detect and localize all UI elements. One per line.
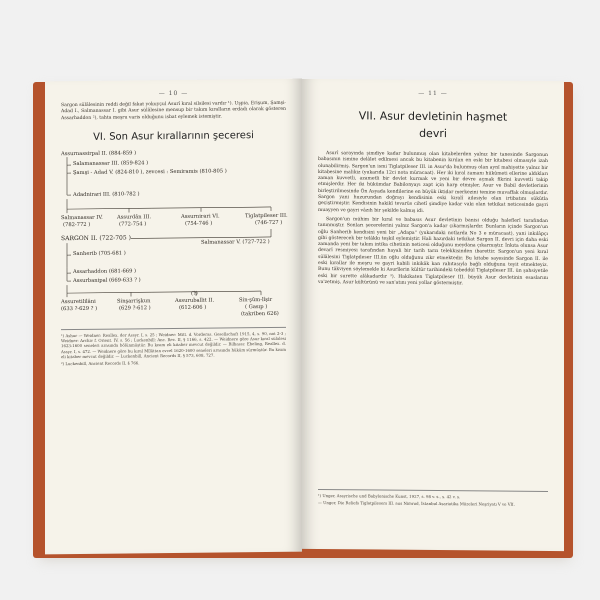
node-sin-sum-lisir-title: ( Gasıp ) xyxy=(245,303,268,311)
right-footnote-1: ¹) Unger, Assyrische und Babylonische Kunst, 1927, s. 98 v. s., s. 42 v. s. xyxy=(318,492,461,500)
node-sinsarriskun-dates: (629 ?-612 ) xyxy=(119,305,151,312)
node-sinsarriskun: Sinşarrişkun xyxy=(117,298,151,305)
node-salmanassar-4-dates: (782-772 ) xyxy=(63,221,91,229)
node-salmanassar-3: Salamanassar III. (859-824 ) xyxy=(73,160,149,167)
left-footnote-2: ²) Luckenbill, Ancient Records II, § 766. xyxy=(61,360,140,367)
left-footnote-1: ¹) Ashur — Weidner: Reallex. der Assyr. I, s. 25 ; Weidner: Mitt. d. Vorderas. Gesellschaft 1915, 4, s. 90, not 2-3 ; Weidner: Archiv f. Orient. IV, s. 56 ; Luckenbill: Anc. Rec. II, § 1166, s. 422. — Weidnere göre Asur kıral sülalesi 1623-1600 seneleri arasında bölünmüştür. Bu kısım eli kitaber mevcut değildir. — Bilhassı: Ebeling, Reallex. d. Assyr. I, s. 472. — Weidnere göre bu kıral Mîlâttan evvel 1620-1600 seneleri arasında hüküm sürmüştür. Bu kısım eli kitaber mevcut değildir. — Luckenbill, Ancient Records II, § 573, 608, 727. xyxy=(61,330,286,360)
node-salmanassar-5: Salmanassar V. (727-722 ) xyxy=(201,238,270,246)
node-tiglatpileser: Tiglatpileser III. xyxy=(245,212,288,220)
node-sin-sum-lisir: Sin-şûm-lîşir xyxy=(239,296,273,304)
node-assuruballit: Assuruballit II. xyxy=(175,297,215,304)
right-section-title-line-2: devri xyxy=(419,126,447,141)
node-salmanassar-4: Salmanassar IV. xyxy=(61,214,103,222)
left-section-title: VI. Son Asur kırallarının şeceresi xyxy=(93,130,254,143)
node-assurbanipal: Assurbanipal (669-633 ? ) xyxy=(73,277,141,284)
node-unknown: (?) xyxy=(191,290,198,297)
right-page-content xyxy=(318,101,548,291)
node-samsi-adad: Şamşi - Adad V. (824-810 ), zevcesi : Semiramis (810-805 ) xyxy=(73,168,227,176)
right-footnote-2: — Unger, Die Reliefs Tiglatpilesers III. aus Nimrud, İstanbul Asariatika Müzeleri Neşriyatı V ve VII. xyxy=(318,500,515,508)
node-assurdan: Assurdân III. xyxy=(117,214,152,221)
node-adadnirari: Adadnirari III. (810-782 ) xyxy=(73,191,140,198)
node-sanherib: Sanherib (705-681 ) xyxy=(73,250,126,257)
right-paragraph-1: Asurî sarayında şimdiye kadar bulunmuş olan kitabelerden yalnız bir tanesinde Sargonun babasının ismine delâlet edilmesi ancak bu kitabenin kırılan en eski bir kitabesi olmasıyle izah olunabilirmiş. Sargon'un ismi Tiglatpileser III. in Asur'da bulunmuş olan aynî mahiyette yalnız bir kitabesine malikiz (yukarıda 12ci nota müracaat). Her iki kıral zamanı hükûmeti ellerine aldıkları zaman kuvvetli, azametli bir devlet kurmak ve yeni bir devre açmak fikrini kuvvetli takip etmişlerdir. Her iki hükümdar Babilonyayı zapt için harp etmişler, Asur ve Babil devletlerinin birleştirilmesinde Ön Asyada kendilerine en büyük iktidar merkezini temine muvaffak olmuşlardır. Sargon yani huzurundan doğrayı kendisinin eski kıralî ailesiyle olan irtibatını sükûtla geçiştirmiştir. Kendisinin hakikî tevarüs cihetî şimdiye kadar vaki olan tetkikat neticesinde gayri muayyen ve gayri vâzıh bir şekilde kalmış idi. xyxy=(318,151,548,214)
node-assarhaddon: Assarhaddon (681-669 ) xyxy=(73,268,137,275)
genealogy-tree xyxy=(61,147,286,321)
node-sin-sum-lisir-dates: (takriben 626) xyxy=(241,310,279,318)
right-page-number: — 11 — xyxy=(418,89,448,98)
right-section-title xyxy=(318,107,548,143)
right-section-title-line-1: VII. Asur devletinin haşmet xyxy=(358,109,508,124)
node-assurnirari: Assurnirari VI. xyxy=(181,213,220,220)
node-tiglatpileser-dates: (746-727 ) xyxy=(255,219,283,227)
right-page xyxy=(302,79,564,551)
node-sargon: SARGON II. (722-705 ) xyxy=(61,234,131,243)
node-assuretililani-dates: (633 ?-629 ? ) xyxy=(61,305,98,313)
node-assurnirari-dates: (754-746 ) xyxy=(185,220,213,227)
left-intro-text: Sargon sülâlesinin reddi değil fakat yokuyçul Asurî kıral silsilesi vardır ¹). Uşpia, Erişum, Şamşi-Adad I., Salmanassar I. gibi Asur sülâlesine mensup bir takım kıralların erdadı olarak gösteren Assarhaddon ²), tahta meşru varis olduğunu isbat eylemek istemiştir. xyxy=(61,100,286,121)
right-footnotes xyxy=(318,489,548,510)
node-assuruballit-dates: (612-606 ) xyxy=(179,304,207,311)
node-assurnassirpal: Assurnassirpal II. (884-859 ) xyxy=(61,150,137,158)
right-body-text xyxy=(318,151,548,288)
left-page-number: — 10 — xyxy=(158,89,189,98)
left-page xyxy=(45,79,302,555)
left-page-content xyxy=(61,101,286,369)
node-assurdan-dates: (772-754 ) xyxy=(119,221,147,228)
node-assuretililani: Assuretililâni xyxy=(61,298,96,306)
right-paragraph-2: Sargon'un mühim bir kıral ve babasıs Asur devletinin banisi olduğu haleflerî tarafından tanınmıştır. Sonları şecerelerini yalnız Sargon'a kadar çıkarmışlardır. Bunların içinde Sargon'un oğlu Sanherib kendisini yeni bir „Adapa“ (yukarıdaki notlarda No 3 e müracaat), yani inkılâpçı gibi gösterecek bir telâkkı teşkil eylemiştir. Hali hazırdaki tetkikat Sargon II. devri için daha eski zamanda yeni bir takım intika cihetinin neticesi olduğunu meydana çıkarmıştır. İnkıta olunsa Asur devarî resmiyesi tarafından hayali bir tarih tarzı telekkisinden ibarettir. Sargon'un yeni kıral sülâlesini Tiglatpileser III.ün oğlu olduğunu zikr etmektedir. Bu kitabe sayesinde Sargon II. ile eski kırallar ile meşru ve gayri kabili inkikâk kan rabıtasıyla bağlı olduğunu teyit etmekteyiz. Bunu tâkviyen söylemekle ki Asurîlerin kültür tarihindeki tebeddül Tiglatpileser III. ün şahsiyetile eski bir surette alâkadardır ³). Hakikaten Tiglatpileser III. büyük Asur devletinin esaslarını va'zetmiş, Asur kültürünü ve san'atını yeni yollar göstermiştir. xyxy=(318,217,548,287)
left-footnotes xyxy=(61,327,286,367)
